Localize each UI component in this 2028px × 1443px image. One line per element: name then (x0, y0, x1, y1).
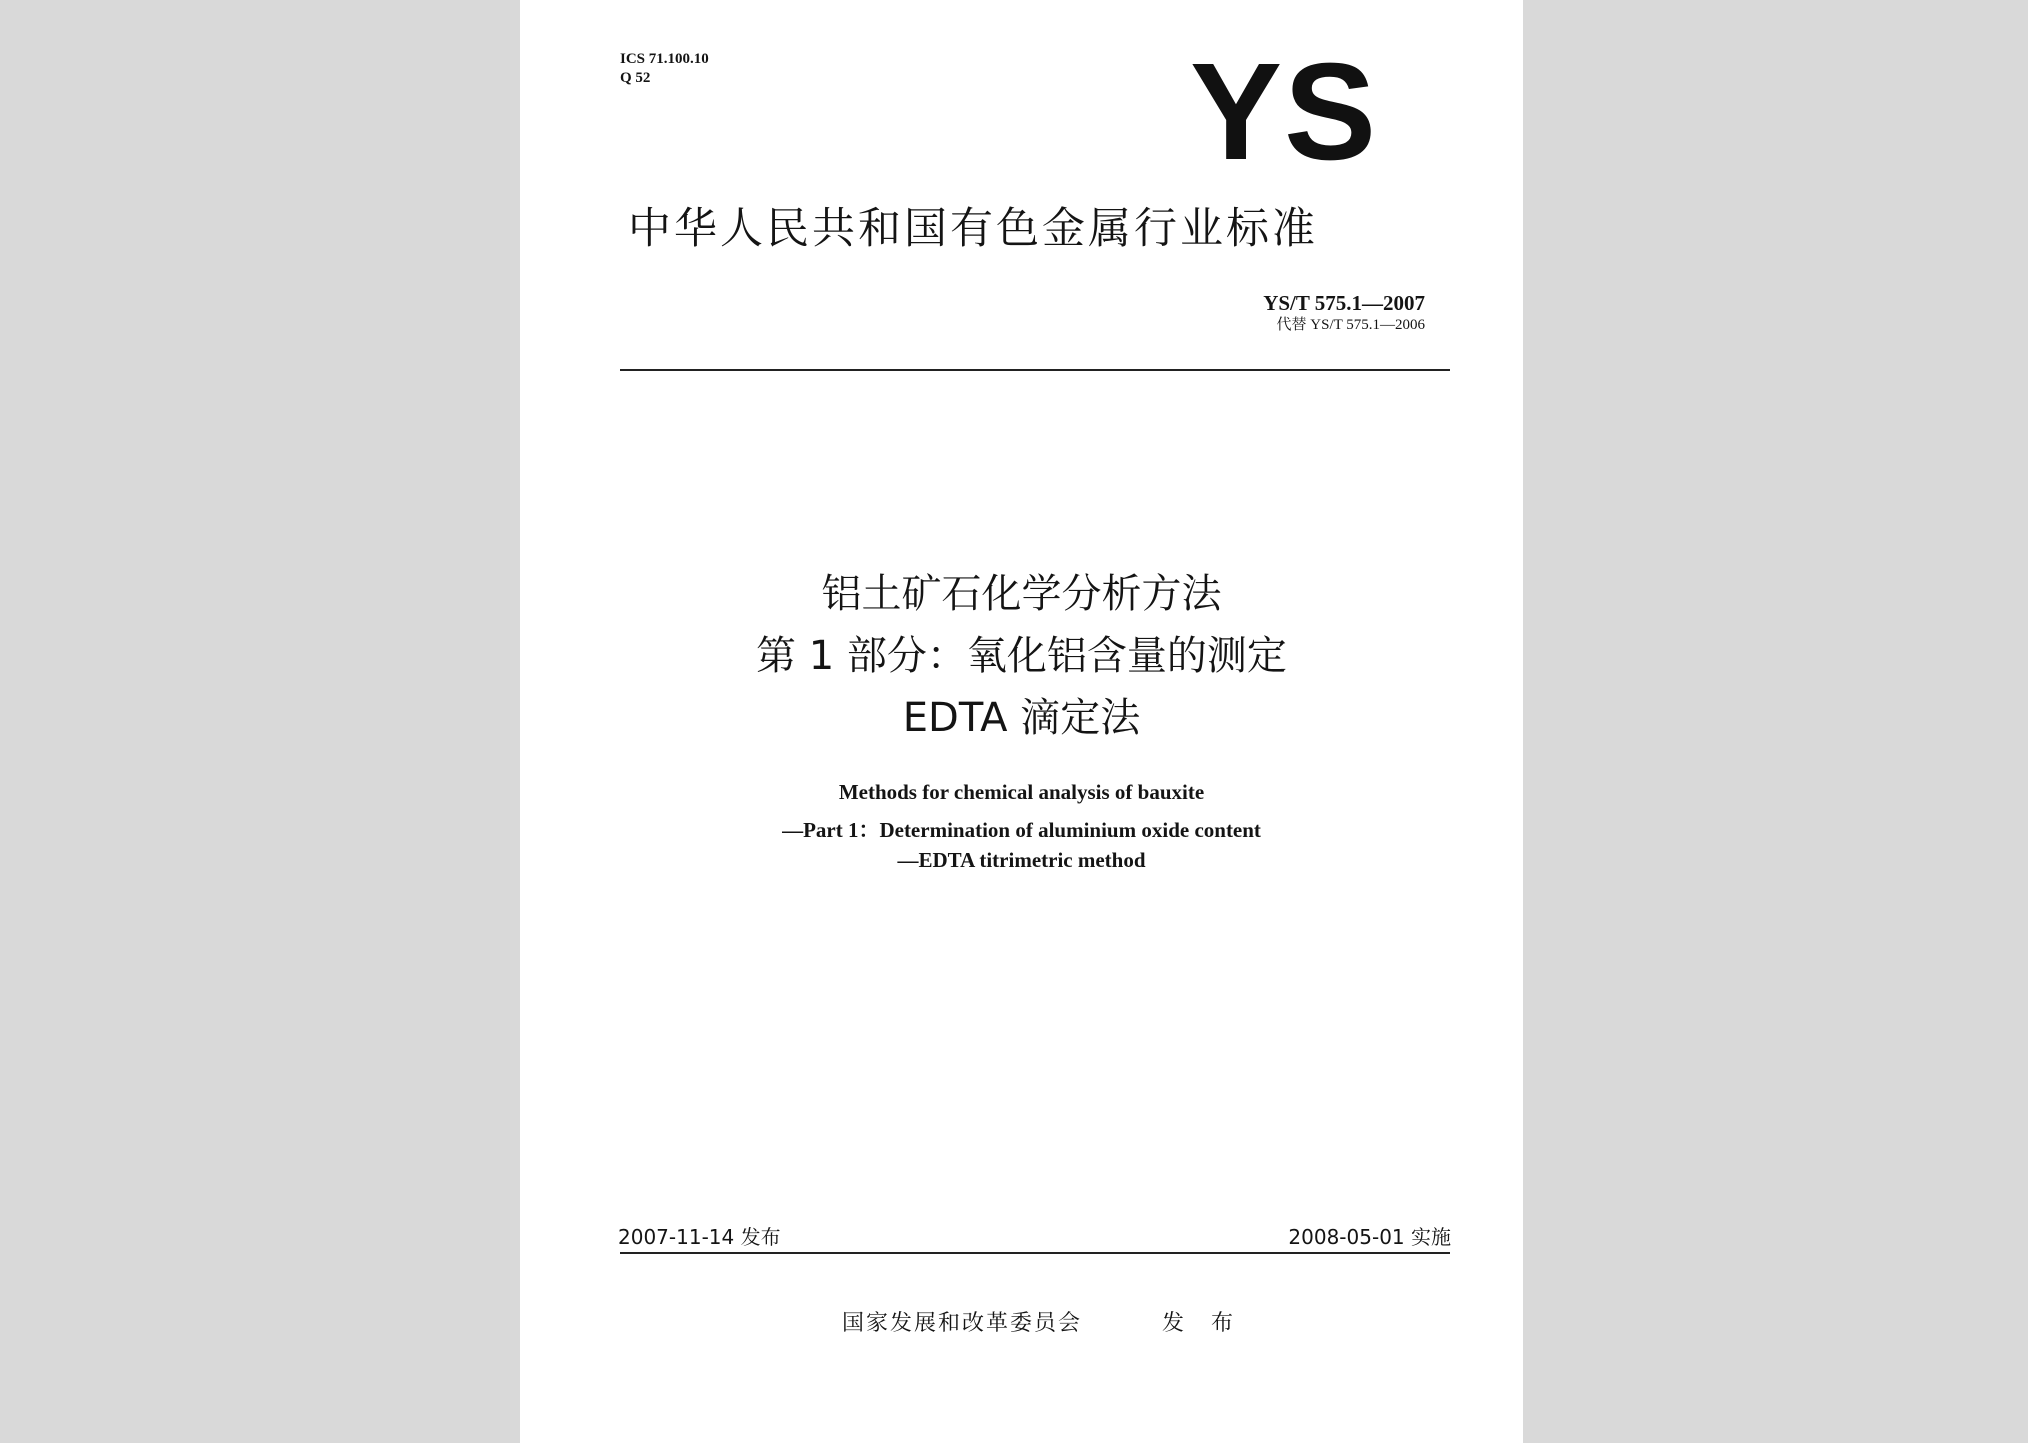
classification-codes (620, 50, 709, 88)
footer-divider (620, 1252, 1450, 1254)
publisher: 国家发展和改革委员会 (842, 1311, 1083, 1336)
org-title: 中华人民共和国有色金属行业标准 (628, 204, 1318, 254)
standard-number: YS/T 575.1—2007 (1263, 291, 1425, 315)
standard-number-block (1263, 292, 1425, 336)
ccs-code: Q 52 (620, 70, 651, 86)
replaces-standard: 代替 YS/T 575.1—2006 (1276, 317, 1425, 333)
title-cn-line1: 铝土矿石化学分析方法 (821, 571, 1222, 617)
header-divider (620, 369, 1450, 371)
publish-label: 发 布 (1162, 1311, 1243, 1336)
title-cn-line2: 第 1 部分：氧化铝含量的测定 (756, 633, 1287, 679)
document-page (520, 0, 1523, 1443)
title-en-line2: —Part 1：Determination of aluminium oxide content (782, 818, 1261, 842)
title-cn-line3: EDTA 滴定法 (902, 695, 1141, 741)
ys-logo: YS (1190, 35, 1379, 189)
issue-date: 2007-11-14 发布 (618, 1225, 781, 1249)
title-en-line1: Methods for chemical analysis of bauxite (838, 780, 1205, 804)
ics-code: ICS 71.100.10 (620, 51, 709, 67)
title-en-line3: —EDTA titrimetric method (897, 848, 1146, 872)
implement-date: 2008-05-01 实施 (1288, 1225, 1451, 1249)
